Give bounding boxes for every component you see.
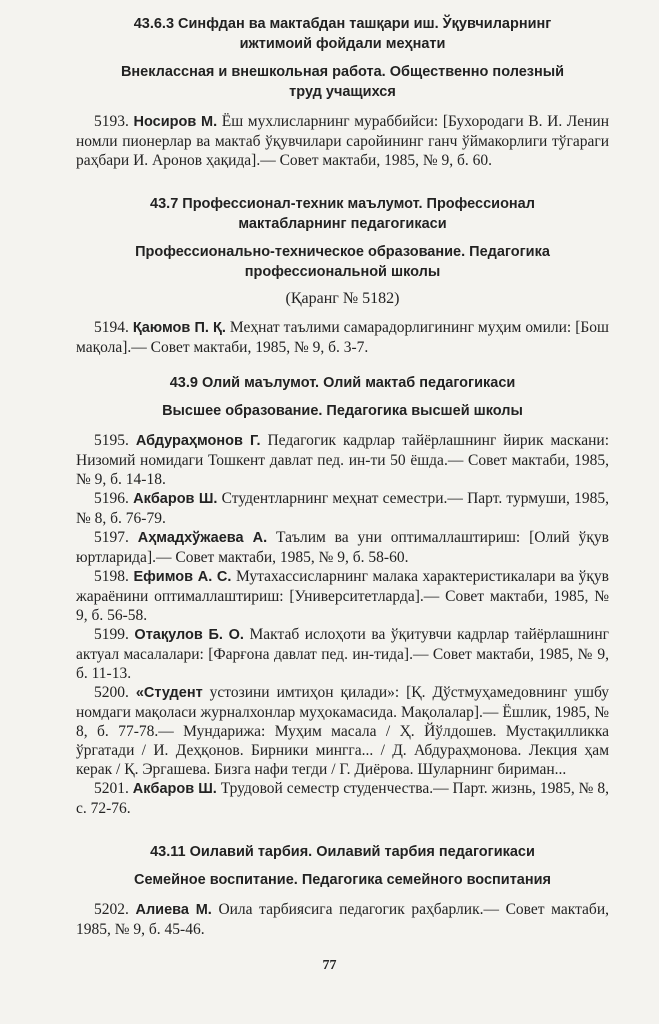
section-heading-ru: Внеклассная и внешкольная работа. Общественно полезный труд учащихся xyxy=(120,64,565,100)
section-heading-uz: 43.11 Оилавий тарбия. Оилавий тарбия педагогикаси xyxy=(150,844,535,860)
bibliography-entry: 5202. Алиева М. Оила тарбиясига педагогик раҳбарлик.— Совет мактаби, 1985, № 9, б. 45-46. xyxy=(76,901,609,938)
bibliography-entry: 5195. Абдураҳмонов Г. Педагогик кадрлар тайёрлашнинг йирик маскани: Низомий номидаги Тошкент давлат пед. ин-ти 50 ёшда.— Совет мактаби, 1985, № 9, б. 14-18. xyxy=(76,432,609,488)
bibliography-entry: 5197. Аҳмадхўжаева А. Таълим ва уни оптималлаштириш: [Олий ўқув юртларида].— Совет мактаби, 1985, № 9, б. 58-60. xyxy=(76,529,610,566)
bibliography-entry: 5201. Акбаров Ш. Трудовой семестр студенчества.— Парт. жизнь, 1985, № 8, с. 72-76. xyxy=(76,780,609,817)
bibliography-entry: 5198. Ефимов А. С. Мутахассисларнинг малака характеристикалари ва ўқув жараёнини оптималлаштириш: [Университетларда].— Совет мактаби, 1985, № 9, б. 56-58. xyxy=(76,568,610,624)
bibliography-entry: 5200. «Студент устозини имтиҳон қилади»: [Қ. Дўстмуҳамедовнинг ушбу номдаги мақоласи журналхонлар муҳокамасида. Мақолалар].— Ёшлик, 1985, № 8, б. 77-78.— Мундарижа: Муҳим масала / Ҳ. Йўлдошев. Мустақилликка ўргатади / И. Деҳқонов. Бирники мингга... / Д. Абдураҳмонова. Лекция ҳам керак / Қ. Эргашева. Бизга нафи тегди / Г. Диёрова. Шуларнинг бириман... xyxy=(76,684,609,778)
bibliography-entry: 5199. Отақулов Б. О. Мактаб ислоҳоти ва ўқитувчи кадрлар тайёрлашнинг актуал масалалари: [Фарғона давлат пед. ин-тида].— Совет мактаби, 1985, № 9, б. 11-13. xyxy=(76,626,609,682)
section-43-6-3 xyxy=(76,14,609,170)
section-heading-uz: 43.9 Олий маълумот. Олий мактаб педагогикаси xyxy=(169,375,516,391)
section-heading-ru: Семейное воспитание. Педагогика семейного воспитания xyxy=(133,872,552,888)
section-43-7 xyxy=(76,194,609,357)
section-43-11 xyxy=(76,842,609,939)
cross-reference: (Қаранг № 5182) xyxy=(285,290,400,307)
bibliography-entry: 5194. Қаюмов П. Қ. Меҳнат таълими самарадорлигининг муҳим омили: [Бош мақола].— Совет мактаби, 1985, № 9, б. 3-7. xyxy=(76,319,609,356)
bibliography-entry: 5193. Носиров М. Ёш мухлисларнинг мураббийси: [Бухородаги В. И. Ленин номли пионерлар ва мактаб ўқувчилари саройининг ганч ўймакорлиги тўгараги раҳбари И. Аронов ҳақида].— Совет мактаби, 1985, № 9, б. 60. xyxy=(76,113,609,169)
section-heading-uz: 43.6.3 Синфдан ва мактабдан ташқари иш. Ўқувчиларнинг ижтимоий фойдали меҳнати xyxy=(133,16,552,52)
bibliography-entry: 5196. Акбаров Ш. Студентларнинг меҳнат семестри.— Парт. турмуши, 1985, № 8, б. 76-79. xyxy=(76,490,609,527)
section-heading-ru: Высшее образование. Педагогика высшей школы xyxy=(162,403,523,419)
section-heading-uz: 43.7 Профессионал-техник маълумот. Профессионал мактабларнинг педагогикаси xyxy=(150,196,535,232)
section-43-9 xyxy=(76,373,609,818)
page-number: 77 xyxy=(322,958,337,973)
section-heading-ru: Профессионально-техническое образование. Педагогика профессиональной школы xyxy=(135,244,550,280)
